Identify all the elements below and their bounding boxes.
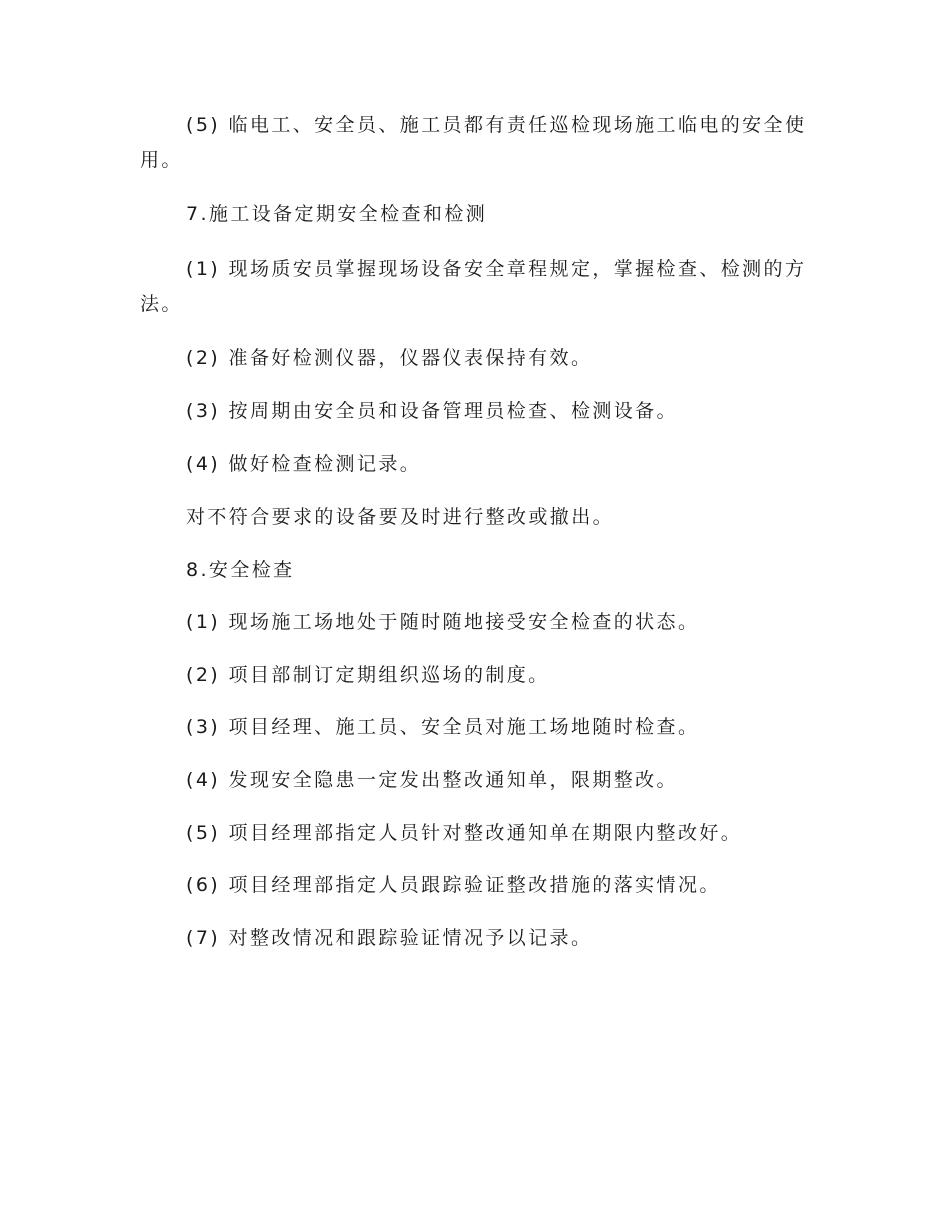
paragraph-7-3: (3) 按周期由安全员和设备管理员检查、检测设备。 <box>186 400 678 422</box>
paragraph-8-6: (6) 项目经理部指定人员跟踪验证整改措施的落实情况。 <box>186 874 721 896</box>
paragraph-7-1: (1) 现场质安员掌握现场设备安全章程规定，掌握检查、检测的方法。 <box>140 258 807 315</box>
paragraph-electrical-inspection: (5) 临电工、安全员、施工员都有责任巡检现场施工临电的安全使用。 <box>140 114 807 171</box>
paragraph-8-3: (3) 项目经理、施工员、安全员对施工场地随时检查。 <box>186 716 700 738</box>
paragraph-8-2: (2) 项目部制订定期组织巡场的制度。 <box>186 664 550 686</box>
paragraph-7-2: (2) 准备好检测仪器，仪器仪表保持有效。 <box>186 347 593 369</box>
paragraph-8-4: (4) 发现安全隐患一定发出整改通知单，限期整改。 <box>186 769 678 791</box>
paragraph-8-1: (1) 现场施工场地处于随时随地接受安全检查的状态。 <box>186 611 700 633</box>
paragraph-8-7: (7) 对整改情况和跟踪验证情况予以记录。 <box>186 927 593 949</box>
paragraph-8-5: (5) 项目经理部指定人员针对整改通知单在期限内整改好。 <box>186 822 743 844</box>
paragraph-7-4: (4) 做好检查检测记录。 <box>186 453 422 475</box>
section-heading-8: 8.安全检查 <box>186 559 295 581</box>
section-heading-7: 7.施工设备定期安全检查和检测 <box>186 203 488 225</box>
paragraph-7-note: 对不符合要求的设备要及时进行整改或撤出。 <box>186 506 615 528</box>
